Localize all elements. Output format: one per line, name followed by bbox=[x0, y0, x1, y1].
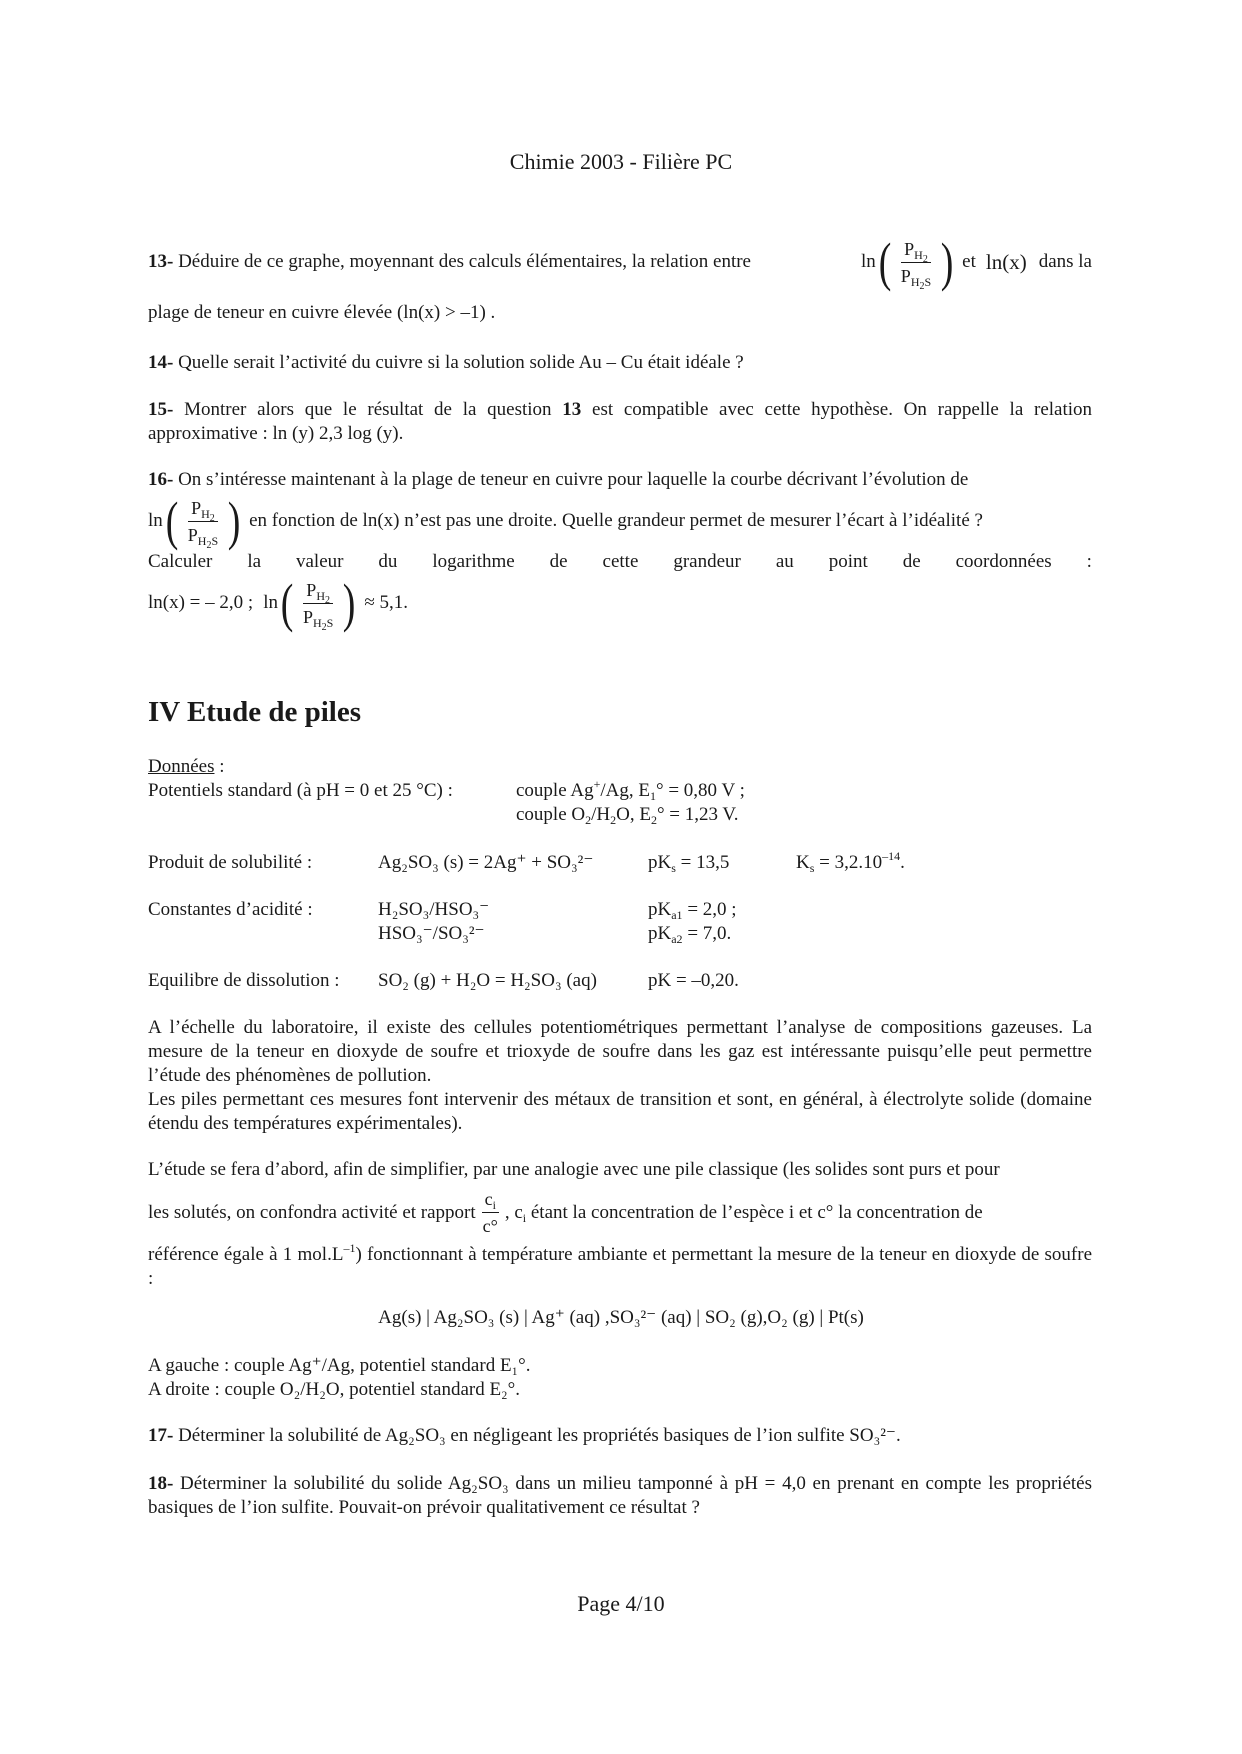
p3-ref: référence égale à 1 mol.L bbox=[148, 1244, 344, 1265]
p3-tail: ) fonctionnant à température ambiante et permettant la mesure de la teneur en dioxyde de soufre : bbox=[148, 1244, 1093, 1289]
couple-ag-a: couple Ag bbox=[516, 780, 594, 801]
paragraph-3-line3 bbox=[148, 1243, 1092, 1291]
couple-o2-b: /H bbox=[591, 804, 611, 825]
question-16-number: 16- bbox=[148, 469, 174, 490]
paragraph-1: A l’échelle du laboratoire, il existe des cellules potentiométriques permettant l’analyse de compositions gazeuses. La mesure de la teneur en dioxyde de soufre et trioxyde de soufre dans les gaz est intéressante puisqu’elle peut permettre l’étude des phénomènes de pollution. bbox=[148, 1017, 1092, 1086]
question-16-word: de bbox=[549, 551, 568, 572]
ln-label: ln bbox=[861, 251, 876, 272]
ks-value bbox=[796, 851, 905, 875]
acid-couple-2: HSO₃⁻/SO₃²⁻ bbox=[378, 923, 485, 944]
question-17 bbox=[148, 1424, 1092, 1448]
left-paren-16: ( bbox=[165, 491, 179, 551]
right-paren: ) bbox=[940, 232, 954, 292]
fracc-den-2: 2 bbox=[321, 621, 327, 633]
pks-a: pK bbox=[648, 852, 672, 873]
pks-val: = 13,5 bbox=[675, 852, 730, 873]
couple-ag-c: ° = 0,80 V ; bbox=[655, 780, 745, 801]
couple-ag-sup: + bbox=[593, 777, 601, 791]
question-15-text-a: Montrer alors que le résultat de la question bbox=[184, 399, 552, 420]
question-16-word: du bbox=[378, 551, 398, 572]
acidity-label: Constantes d’acidité : bbox=[148, 899, 313, 920]
paragraph-3-line1: L’étude se fera d’abord, afin de simplifier, par une analogie avec une pile classique (les solides sont purs et pour bbox=[148, 1159, 1000, 1180]
fracc-den-h: H bbox=[312, 615, 322, 630]
electrode-left: A gauche : couple Ag⁺/Ag, potentiel standard E₁°. bbox=[148, 1355, 531, 1376]
pka1-value bbox=[648, 898, 737, 922]
p3-ci-sub: i bbox=[522, 1210, 527, 1225]
couple-o2-sub: 2 bbox=[585, 813, 592, 827]
frac-num-2: 2 bbox=[922, 253, 928, 265]
question-13-number: 13- bbox=[148, 251, 174, 272]
ks-end: . bbox=[900, 852, 905, 873]
question-16-word: logarithme bbox=[432, 551, 515, 572]
question-15 bbox=[148, 398, 1092, 446]
frac-den-h: H bbox=[910, 274, 920, 289]
page-number: Page 4/10 bbox=[577, 1591, 665, 1616]
ln-label-coord: ln bbox=[263, 592, 278, 613]
fracc-num-2: 2 bbox=[324, 594, 330, 606]
paragraph-2: Les piles permettant ces mesures font intervenir des métaux de transition et sont, en général, à électrolyte solide (domaine étendu des températures expérimentales). bbox=[148, 1089, 1092, 1134]
ks-val: = 3,2.10 bbox=[814, 852, 883, 873]
right-paren-coord: ) bbox=[343, 573, 356, 633]
electrode-right: A droite : couple O₂/H₂O, potentiel standard E₂°. bbox=[148, 1379, 521, 1400]
pka2-val: = 7,0. bbox=[682, 923, 732, 944]
question-18-number: 18- bbox=[148, 1473, 174, 1494]
coord-value: ≈ 5,1. bbox=[364, 592, 408, 613]
pka2-sub: a2 bbox=[671, 932, 683, 946]
conc-num-sub: i bbox=[492, 1198, 496, 1212]
dans-la-label: dans la bbox=[1038, 251, 1092, 272]
potentiels-label: Potentiels standard (à pH = 0 et 25 °C) : bbox=[148, 780, 453, 801]
question-16-line3 bbox=[148, 550, 1092, 574]
question-16-word: la bbox=[247, 551, 262, 572]
lnx-label: ln(x) bbox=[985, 250, 1027, 274]
question-13-line2: plage de teneur en cuivre élevée (ln(x) > –1) . bbox=[148, 302, 496, 323]
p3-rest: étant la concentration de l’espèce i et c° la concentration de bbox=[526, 1201, 983, 1223]
question-16-word: au bbox=[775, 551, 794, 572]
fracc-den-p: P bbox=[302, 606, 313, 627]
frac16-den-p: P bbox=[187, 524, 198, 545]
donnees-label: Données bbox=[148, 756, 215, 777]
paragraph-3-line2a: les solutés, on confondra activité et rapport bbox=[148, 1201, 476, 1223]
question-16 bbox=[148, 468, 1092, 633]
acid-couple-1: H₂SO₃/HSO₃⁻ bbox=[378, 899, 490, 920]
pks-value bbox=[648, 851, 729, 875]
left-paren: ( bbox=[878, 232, 892, 292]
pk-value: pK = –0,20. bbox=[648, 970, 739, 991]
question-13-text: Déduire de ce graphe, moyennant des calculs élémentaires, la relation entre bbox=[178, 251, 751, 272]
question-15-ref: 13 bbox=[562, 399, 582, 420]
question-16-line1: On s’intéresse maintenant à la plage de teneur en cuivre pour laquelle la courbe décrivant l’évolution de bbox=[178, 469, 969, 490]
question-15-text-b: est compatible avec cette hypothèse. On rappelle la relation approximative : ln (y) 2,3 log (y). bbox=[148, 399, 1093, 444]
frac16-den-2: 2 bbox=[206, 539, 212, 551]
solubility-label: Produit de solubilité : bbox=[148, 852, 313, 873]
pka2-a: pK bbox=[648, 923, 672, 944]
ks-sub: s bbox=[809, 861, 815, 875]
couple-o2 bbox=[516, 803, 738, 827]
p3-ref-sup: –1 bbox=[343, 1241, 356, 1255]
question-16-line2: en fonction de ln(x) n’est pas une droite. Quelle grandeur permet de mesurer l’écart à l’idéalité ? bbox=[249, 510, 983, 531]
concentration-fraction bbox=[480, 1188, 501, 1237]
p3-ci: , c bbox=[504, 1201, 523, 1223]
conc-den: c° bbox=[482, 1216, 498, 1236]
pressure-ratio-expression bbox=[861, 232, 1092, 292]
paragraph-3 bbox=[148, 1158, 1092, 1291]
question-18-text: Déterminer la solubilité du solide Ag₂SO₃ dans un milieu tamponné à pH = 4,0 en prenant en compte les propriétés basiques de l’ion sulfite. Pouvait-on prévoir qualitativement ce résultat ? bbox=[148, 1473, 1092, 1518]
coordinates-expression bbox=[148, 573, 1092, 633]
conc-num: c bbox=[484, 1189, 493, 1209]
frac-den-p: P bbox=[900, 265, 911, 286]
left-paren-coord: ( bbox=[280, 573, 294, 633]
pressure-fraction bbox=[898, 238, 934, 292]
pressure-fraction-coord bbox=[300, 579, 336, 633]
frac16-den-h: H bbox=[197, 533, 207, 548]
frac-num-h: H bbox=[914, 247, 923, 262]
pka2-value bbox=[648, 922, 731, 946]
solubility-equation: Ag₂SO₃ (s) = 2Ag⁺ + SO₃²⁻ bbox=[378, 852, 594, 873]
pka1-val: = 2,0 ; bbox=[682, 899, 737, 920]
fracc-num-p: P bbox=[306, 579, 317, 600]
frac16-num-h: H bbox=[201, 506, 210, 521]
donnees-heading bbox=[148, 755, 225, 779]
question-16-word: cette bbox=[602, 551, 639, 572]
frac16-num-p: P bbox=[191, 497, 202, 518]
couple-o2-d: ° = 1,23 V. bbox=[656, 804, 739, 825]
couple-o2-sub3: 2 bbox=[650, 813, 657, 827]
couple-o2-a: couple O bbox=[516, 804, 586, 825]
right-paren-16: ) bbox=[227, 491, 241, 551]
page-header-title: Chimie 2003 - Filière PC bbox=[509, 149, 733, 174]
question-15-number: 15- bbox=[148, 399, 174, 420]
fracc-den-s: S bbox=[326, 615, 334, 630]
question-16-word: Calculer bbox=[148, 551, 213, 572]
coord-lnx: ln(x) = – 2,0 ; bbox=[148, 592, 254, 613]
couple-o2-sub2: 2 bbox=[610, 813, 617, 827]
frac-num-p: P bbox=[904, 238, 915, 259]
donnees-colon: : bbox=[214, 756, 225, 777]
question-16-word: valeur bbox=[295, 551, 344, 572]
frac-den-2: 2 bbox=[919, 280, 925, 292]
ln-label-16: ln bbox=[148, 510, 163, 531]
question-13 bbox=[148, 232, 1092, 325]
dissolution-equation: SO₂ (g) + H₂O = H₂SO₃ (aq) bbox=[378, 970, 597, 991]
pka1-a: pK bbox=[648, 899, 672, 920]
section-title: IV Etude de piles bbox=[148, 696, 361, 728]
question-14 bbox=[148, 351, 1092, 375]
question-17-text: Déterminer la solubilité de Ag₂SO₃ en négligeant les propriétés basiques de l’ion sulfite SO₃²⁻. bbox=[178, 1425, 901, 1446]
question-16-word: coordonnées bbox=[955, 551, 1052, 572]
question-16-word: de bbox=[902, 551, 921, 572]
question-16-word: : bbox=[1086, 551, 1092, 572]
question-14-number: 14- bbox=[148, 352, 174, 373]
couple-ag bbox=[516, 779, 745, 803]
question-17-number: 17- bbox=[148, 1425, 174, 1446]
dissolution-label: Equilibre de dissolution : bbox=[148, 970, 340, 991]
couple-o2-c: O, E bbox=[616, 804, 651, 825]
fracc-num-h: H bbox=[316, 588, 325, 603]
question-16-word: grandeur bbox=[673, 551, 741, 572]
ks-a: K bbox=[796, 852, 810, 873]
question-18 bbox=[148, 1472, 1092, 1520]
frac16-den-s: S bbox=[211, 533, 219, 548]
pka1-sub: a1 bbox=[671, 908, 683, 922]
question-14-text: Quelle serait l’activité du cuivre si la solution solide Au – Cu était idéale ? bbox=[178, 352, 744, 373]
ks-exp: –14 bbox=[882, 849, 901, 863]
question-16-word: point bbox=[828, 551, 868, 572]
frac16-num-2: 2 bbox=[209, 512, 215, 524]
couple-ag-b: /Ag, E bbox=[600, 780, 650, 801]
et-label: et bbox=[962, 251, 976, 272]
frac-den-s: S bbox=[924, 274, 932, 289]
pressure-fraction-16 bbox=[185, 497, 221, 551]
cell-notation: Ag(s) | Ag₂SO₃ (s) | Ag⁺ (aq) ,SO₃²⁻ (aq) | SO₂ (g),O₂ (g) | Pt(s) bbox=[378, 1307, 864, 1328]
pks-sub: s bbox=[671, 861, 676, 875]
couple-ag-sub: 1 bbox=[649, 789, 656, 803]
